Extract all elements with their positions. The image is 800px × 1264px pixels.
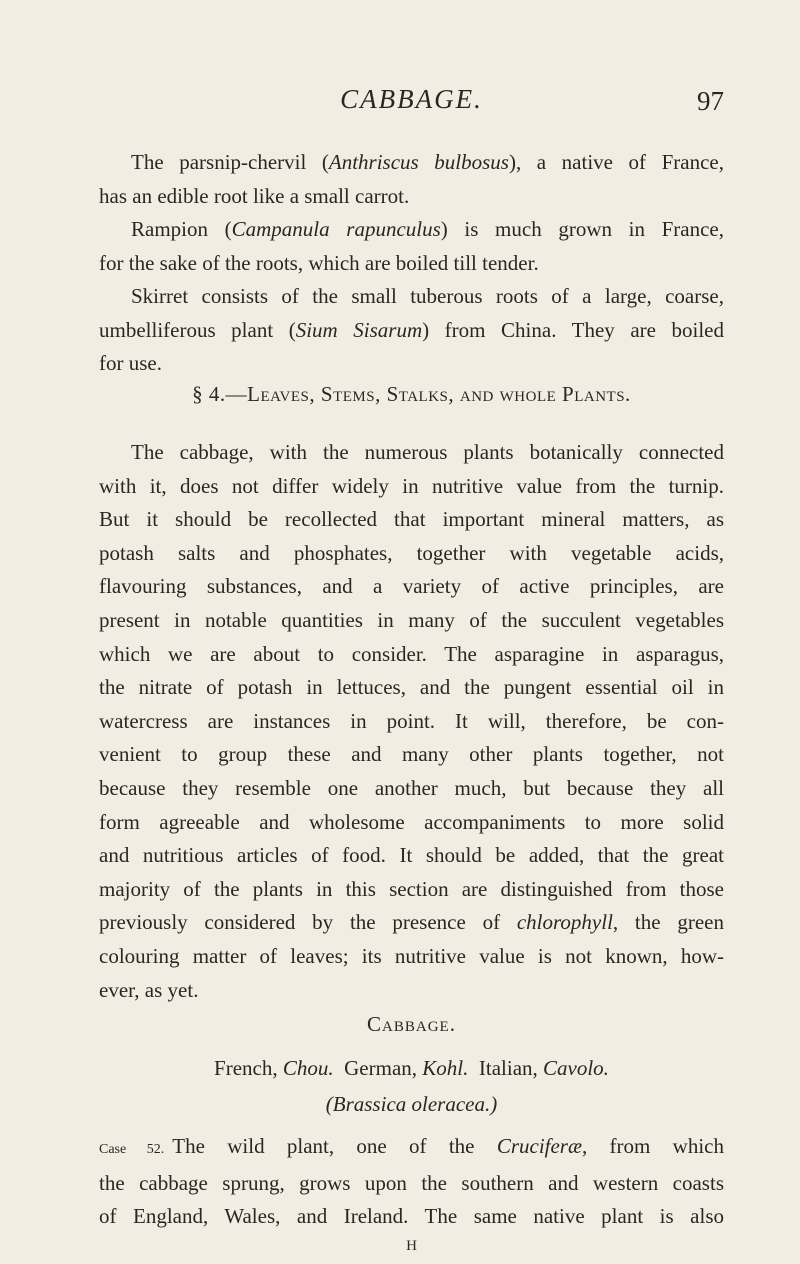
paragraph-wild-cabbage (99, 1130, 724, 1234)
paragraph-rampion (99, 213, 724, 280)
text-line: The parsnip-chervil (Anthriscus bulbosus), a native of France, (131, 150, 724, 174)
text-line: the nitrate of potash in lettuces, and the pungent essential oil in (99, 675, 724, 700)
text-line: Rampion (Campanula rapunculus) is much grown in France, (131, 217, 724, 241)
text-line: which we are about to consider. The asparagine in asparagus, (99, 641, 724, 666)
text-line: with it, does not differ widely in nutritive value from the turnip. (99, 473, 724, 498)
signature-mark: H (406, 1238, 417, 1254)
text-line: form agreeable and wholesome accompaniments to more solid (99, 809, 724, 834)
cabbage-heading: Cabbage. (367, 1012, 456, 1036)
paragraph-parsnip-chervil (99, 146, 724, 213)
text-line: flavouring substances, and a variety of active principles, are (99, 574, 724, 599)
text-line: has an edible root like a small carrot. (99, 183, 410, 208)
running-head (99, 84, 724, 124)
text-line: But it should be recollected that important mineral matters, as (99, 507, 724, 532)
running-title: CABBAGE. (340, 84, 483, 114)
text-line: Skirret consists of the small tuberous roots of a large, coarse, (131, 284, 724, 308)
text-line: ever, as yet. (99, 977, 199, 1002)
text-line: the cabbage sprung, grows upon the southern and western coasts (99, 1170, 724, 1195)
page-number: 97 (697, 86, 724, 116)
cabbage-latin-name: (Brassica oleracea.) (325, 1092, 498, 1116)
text-line: for use. (99, 351, 162, 376)
paragraph-leaves-stems (99, 436, 724, 1007)
paragraph-skirret (99, 280, 724, 381)
text-line: previously considered by the presence of chlorophyll, the green (99, 910, 724, 935)
text-line: because they resemble one another much, but because they all (99, 775, 724, 800)
text-line: and nutritious articles of food. It should be added, that the great (99, 843, 724, 868)
text-line: venient to group these and many other plants together, not (99, 742, 724, 767)
book-page (99, 0, 724, 1264)
cabbage-names: French, Chou. German, Kohl. Italian, Cavolo. (214, 1056, 609, 1080)
text-line: of England, Wales, and Ireland. The same native plant is also (99, 1204, 724, 1229)
text-line: colouring matter of leaves; its nutritive value is not known, how- (99, 943, 724, 968)
text-line: umbelliferous plant (Sium Sisarum) from China. They are boiled (99, 317, 724, 342)
case-number: Case 52. (99, 1142, 165, 1157)
text-line: The cabbage, with the numerous plants botanically connected (131, 440, 724, 464)
section-heading: § 4.—Leaves, Stems, Stalks, and whole Plants. (192, 382, 631, 406)
text-line: watercress are instances in point. It will, therefore, be con- (99, 708, 724, 733)
text-line: for the sake of the roots, which are boiled till tender. (99, 250, 539, 275)
text-line: present in notable quantities in many of the succulent vegetables (99, 607, 724, 632)
text-line: potash salts and phosphates, together with vegetable acids, (99, 540, 724, 565)
text-line: majority of the plants in this section are distinguished from those (99, 876, 724, 901)
text-line: Case 52. The wild plant, one of the Cruciferæ, from which (99, 1134, 724, 1158)
